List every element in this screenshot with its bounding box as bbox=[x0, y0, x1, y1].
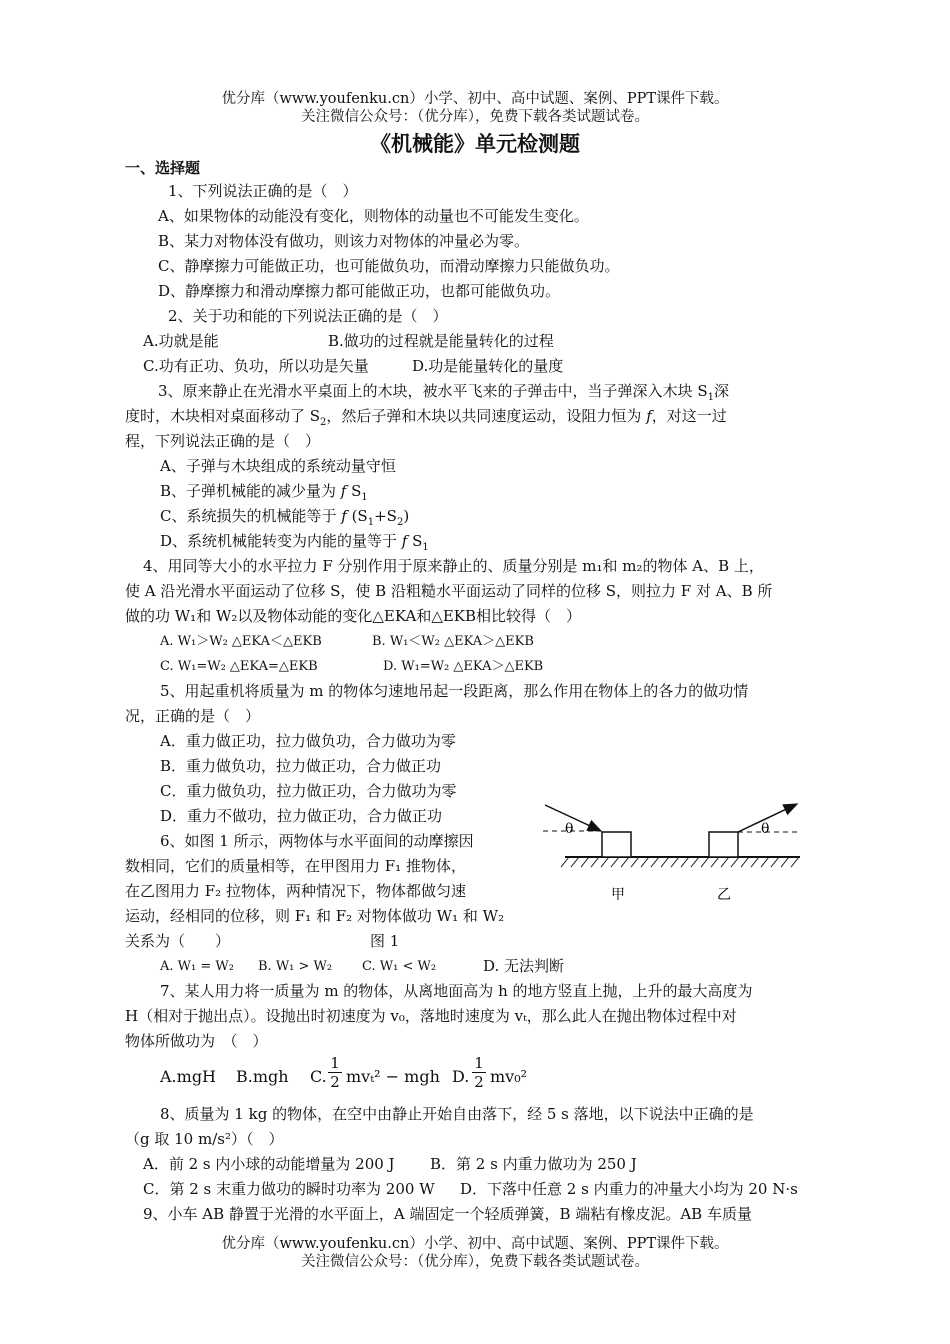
q8-option-a: A．前 2 s 内小球的动能增量为 200 J bbox=[143, 1155, 395, 1173]
q6-line-2: 数相同，它们的质量相等，在甲图用力 F₁ 推物体， bbox=[125, 857, 466, 875]
theta-right: θ bbox=[761, 821, 770, 837]
q6-option-b: B. W₁ > W₂ bbox=[258, 959, 333, 974]
q2-option-c: C.功有正功、负功，所以功是矢量 bbox=[143, 357, 369, 375]
q8-option-c: C．第 2 s 末重力做功的瞬时功率为 200 W bbox=[143, 1180, 435, 1198]
section-heading: 一、选择题 bbox=[125, 159, 201, 177]
q4-option-a: A. W₁＞W₂ △EKA＜△EKB bbox=[160, 634, 322, 649]
ground-hatching bbox=[561, 857, 799, 867]
q3-option-a: A、子弹与木块组成的系统动量守恒 bbox=[160, 457, 396, 475]
theta-left: θ bbox=[565, 821, 574, 837]
q4-option-d: D. W₁=W₂ △EKA＞△EKB bbox=[383, 659, 544, 674]
block-yi bbox=[709, 832, 738, 857]
q8-option-d: D．下落中任意 2 s 内重力的冲量大小均为 20 N·s bbox=[460, 1180, 798, 1198]
q5-option-d: D．重力不做功，拉力做正功，合力做正功 bbox=[160, 807, 443, 825]
q7-line-2: H（相对于抛出点）。设抛出时初速度为 v₀，落地时速度为 vₜ，那么此人在抛出物体过程中对 bbox=[125, 1007, 737, 1025]
footer-line-1: 优分库（www.youfenku.cn）小学、初中、高中试题、案例、PPT课件下载。 bbox=[221, 1236, 729, 1252]
q7-option-d-expr: mv₀² bbox=[490, 1067, 528, 1086]
q6-line-4: 运动，经相同的位移，则 F₁ 和 F₂ 对物体做功 W₁ 和 W₂ bbox=[125, 907, 505, 925]
q3-option-b: B、子弹机械能的减少量为 f $S_1$ bbox=[160, 482, 368, 503]
q7-d-fraction: 1 2 bbox=[472, 1054, 486, 1091]
label-jia: 甲 bbox=[611, 887, 625, 903]
q6-line-5: 关系为（ ） bbox=[125, 932, 231, 950]
q7-option-c-expr: mvₜ² − mgh bbox=[346, 1067, 440, 1086]
q8-line-2: （g 取 10 m/s²）（ ） bbox=[125, 1130, 284, 1148]
q1-option-a: A、如果物体的动能没有变化，则物体的动量也不可能发生变化。 bbox=[158, 207, 589, 225]
q4-option-b: B. W₁＜W₂ △EKA＞△EKB bbox=[372, 634, 534, 649]
q5-line-2: 况，正确的是（ ） bbox=[125, 707, 261, 725]
q7-option-c-label: C. bbox=[310, 1067, 327, 1086]
figure-caption: 图 1 bbox=[370, 932, 400, 950]
q2-option-b: B.做功的过程就是能量转化的过程 bbox=[328, 332, 554, 350]
header-line-2: 关注微信公众号：（优分库），免费下载各类试题试卷。 bbox=[301, 109, 649, 125]
q3-line-1: 3、原来静止在光滑水平桌面上的木块，被水平飞来的子弹击中，当子弹深入木块 $S_1$深 bbox=[158, 382, 729, 403]
q7-options bbox=[160, 1052, 760, 1098]
page-title: 《机械能》单元检测题 bbox=[370, 131, 580, 156]
q3-line-3: 程，下列说法正确的是（ ） bbox=[125, 432, 321, 450]
q5-option-c: C．重力做负功，拉力做正功，合力做功为零 bbox=[160, 782, 457, 800]
q4-line-1: 4、用同等大小的水平拉力 F 分别作用于原来静止的、质量分别是 m₁和 m₂的物体 A、B 上， bbox=[143, 557, 764, 575]
q4-line-2: 使 A 沿光滑水平面运动了位移 S，使 B 沿粗糙水平面运动了同样的位移 S，则拉力 F 对 A、B 所 bbox=[125, 582, 773, 600]
q7-line-1: 7、某人用力将一质量为 m 的物体，从离地面高为 h 的地方竖直上抛，上升的最大高度为 bbox=[160, 982, 753, 1000]
q6-line-1: 6、如图 1 所示，两物体与水平面间的动摩擦因 bbox=[160, 832, 474, 850]
q7-option-a: A.mgH bbox=[160, 1067, 217, 1086]
q2-option-d: D.功是能量转化的量度 bbox=[412, 357, 564, 375]
q6-option-c: C. W₁ < W₂ bbox=[362, 959, 437, 974]
q3-option-d: D、系统机械能转变为内能的量等于 f $S_1$ bbox=[160, 532, 429, 553]
q7-c-fraction: 1 2 bbox=[328, 1054, 342, 1091]
q6-option-d: D. 无法判断 bbox=[483, 957, 565, 975]
q3-option-c: C、系统损失的机械能等于 f $(S_1+S_2)$ bbox=[160, 507, 410, 528]
q7-line-3: 物体所做功为 （ ） bbox=[125, 1032, 268, 1050]
q7-option-d-label: D. bbox=[452, 1067, 470, 1086]
q3-line-2: 度时，木块相对桌面移动了 $S_2$，然后子弹和木块以共同速度运动，设阻力恒为 f，对这一过 bbox=[125, 407, 727, 428]
q5-line-1: 5、用起重机将质量为 m 的物体匀速地吊起一段距离，那么作用在物体上的各力的做功情 bbox=[160, 682, 749, 700]
header-line-1: 优分库（www.youfenku.cn）小学、初中、高中试题、案例、PPT课件下载。 bbox=[221, 91, 729, 107]
q5-option-a: A．重力做正功，拉力做负功，合力做功为零 bbox=[160, 732, 456, 750]
footer-line-2: 关注微信公众号：（优分库），免费下载各类试题试卷。 bbox=[301, 1254, 649, 1270]
q7-option-b: B.mgh bbox=[236, 1067, 289, 1086]
q2-option-a: A.功就是能 bbox=[143, 332, 219, 350]
q1-stem: 1、下列说法正确的是（ ） bbox=[168, 182, 358, 200]
q8-option-b: B．第 2 s 内重力做功为 250 J bbox=[430, 1155, 637, 1173]
q6-line-3: 在乙图用力 F₂ 拉物体，两种情况下，物体都做匀速 bbox=[125, 882, 466, 900]
figure-1 bbox=[535, 795, 815, 910]
q8-line-1: 8、质量为 1 kg 的物体，在空中由静止开始自由落下，经 5 s 落地，以下说法中正确的是 bbox=[160, 1105, 754, 1123]
q5-option-b: B．重力做负功，拉力做正功，合力做正功 bbox=[160, 757, 442, 775]
q9-line-1: 9、小车 AB 静置于光滑的水平面上，A 端固定一个轻质弹簧，B 端粘有橡皮泥。AB 车质量 bbox=[143, 1205, 752, 1223]
q6-option-a: A. W₁ = W₂ bbox=[160, 959, 234, 974]
block-jia bbox=[602, 832, 631, 857]
q4-option-c: C. W₁=W₂ △EKA=△EKB bbox=[160, 659, 318, 674]
q1-option-d: D、静摩擦力和滑动摩擦力都可能做正功，也都可能做负功。 bbox=[158, 282, 561, 300]
q1-option-c: C、静摩擦力可能做正功，也可能做负功，而滑动摩擦力只能做负功。 bbox=[158, 257, 620, 275]
q2-stem: 2、关于功和能的下列说法正确的是（ ） bbox=[168, 307, 448, 325]
q4-line-3: 做的功 W₁和 W₂以及物体动能的变化△EKA和△EKB相比较得（ ） bbox=[125, 607, 582, 625]
label-yi: 乙 bbox=[717, 887, 731, 903]
q1-option-b: B、某力对物体没有做功，则该力对物体的冲量必为零。 bbox=[158, 232, 530, 250]
